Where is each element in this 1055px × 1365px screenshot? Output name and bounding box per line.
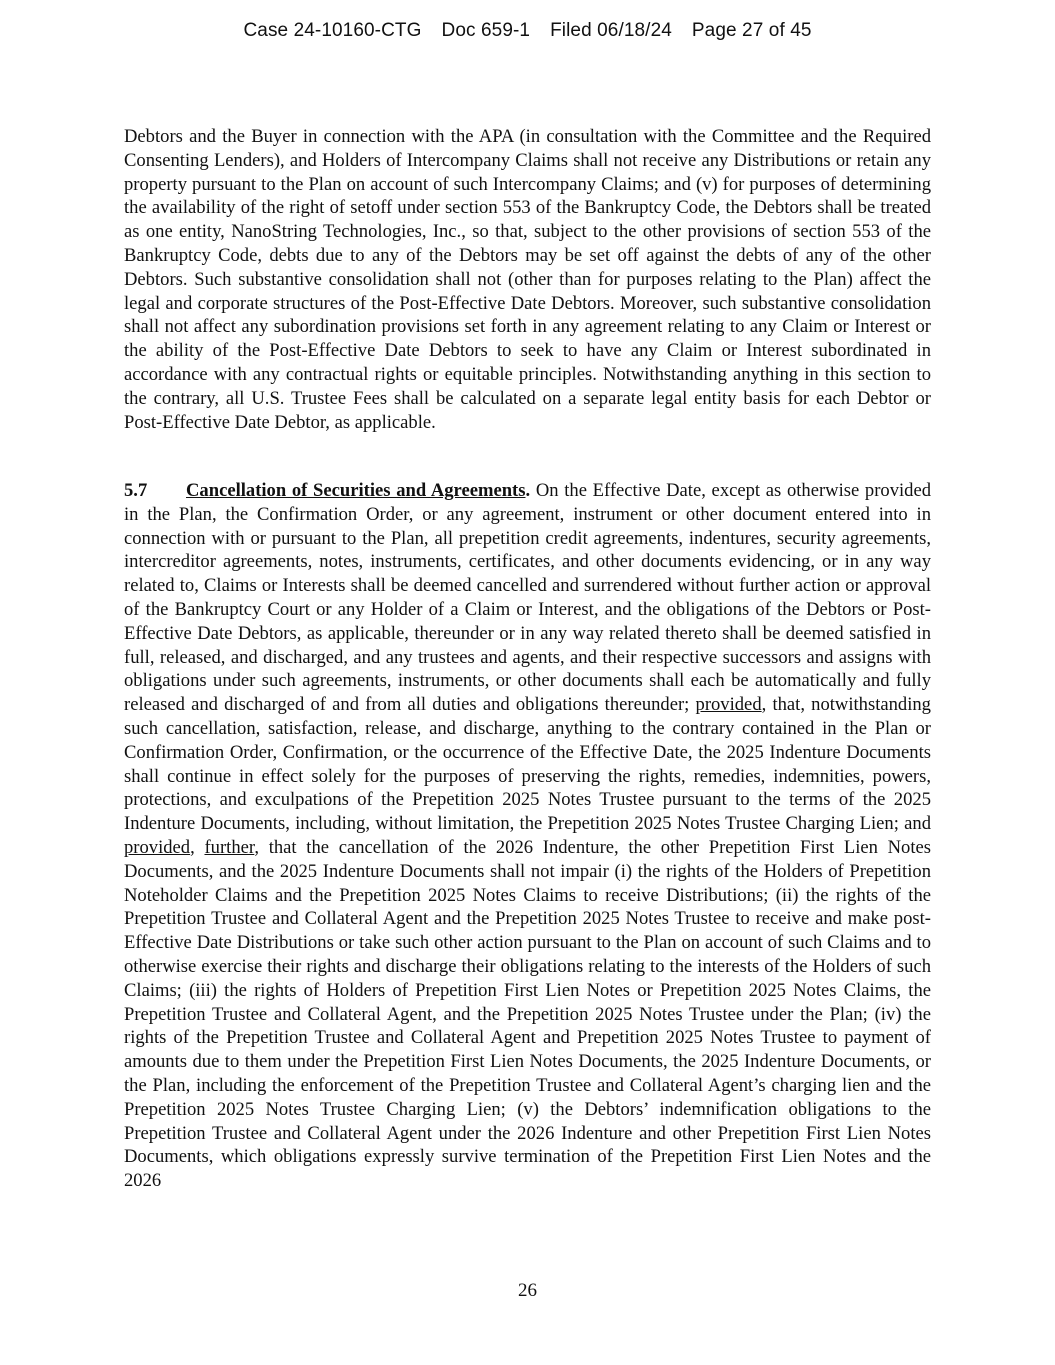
case-number: Case 24-10160-CTG <box>243 20 422 41</box>
section-number: 5.7 <box>124 480 148 501</box>
section-text-c: , that the cancellation of the 2026 Indenture, the other Prepetition First Lien Notes Documents, and the 2025 Indenture Documents shall not impair (i) the rights of the Holders of Prepetition Noteholder Claims and the Prepetition 2025 Notes Claims to receive Distributions; (ii) the rights of the Prepetition Trustee and Collateral Agent and the Prepetition 2025 Notes Trustee to receive and make post-Effective Date Distributions or take such other action pursuant to the Plan on account of such Claims and to otherwise exercise their rights and discharge their obligations relating to the interests of the Holders of such Claims; (iii) the rights of Holders of Prepetition First Lien Notes or Prepetition 2025 Notes Claims, the Prepetition Trustee and Collateral Agent, and the Prepetition 2025 Notes Trustee under the Plan; (iv) the rights of the Prepetition Trustee and Collateral Agent and Prepetition 2025 Notes Trustee to payment of amounts due to them under the Prepetition First Lien Notes Documents, the 2025 Indenture Documents, or the Plan, including the enforcement of the Prepetition Trustee and Collateral Agent’s charging lien and the Prepetition 2025 Notes Trustee Charging Lien; (v) the Debtors’ indemnification obligations to the Prepetition Trustee and Collateral Agent under the 2026 Indenture and other Prepetition First Lien Notes Documents, which obligations expressly survive termination of the Prepetition First Lien Notes and the 2026 <box>124 836 932 1192</box>
section-text-b: , that, notwithstanding such cancellation, satisfaction, release, and discharge, anything to the contrary contained in the Plan or Confirmation Order, Confirmation, or the occurrence of the Effective Date, the 2025 Indenture Documents shall continue in effect solely for the purposes of preserving the rights, remedies, indemnities, powers, protections, and exculpations of the Prepetition 2025 Notes Trustee pursuant to the terms of the 2025 Indenture Documents, including, without limitation, the Prepetition 2025 Notes Trustee Charging Lien; and <box>124 694 931 835</box>
section-5-7-paragraph <box>124 479 931 1193</box>
section-title-period: . <box>525 480 531 501</box>
doc-number: Doc 659-1 <box>441 20 531 41</box>
filed-date: Filed 06/18/24 <box>550 20 672 41</box>
page-number: 26 <box>518 1280 537 1301</box>
provided-term-2: provided <box>124 836 191 858</box>
provided-term-1: provided <box>695 694 762 716</box>
section-text-a: On the Effective Date, except as otherwise provided in the Plan, the Confirmation Order, or any agreement, instrument or other document entered into in connection with or pursuant to the Plan, all prepetition credit agreements, indentures, security agreements, intercreditor agreements, notes, instruments, certificates, and other documents evidencing, or in any way related to, Claims or Interests shall be deemed cancelled and surrendered without further action or approval of the Bankruptcy Court or any Holder of a Claim or Interest, and the obligations of the Debtors or Post-Effective Date Debtors, as applicable, thereunder or in any way related thereto shall be deemed satisfied in full, released, and discharged, and any trustees and agents, and their respective successors and assigns with obligations under such agreements, instruments, or other documents shall each be automatically and fully released and discharged of and from all duties and obligations thereunder; <box>124 480 932 716</box>
section-title: Cancellation of Securities and Agreements <box>186 480 526 501</box>
page-of-total: Page 27 of 45 <box>691 20 812 41</box>
further-term: further <box>204 836 255 858</box>
comma-separator: , <box>190 836 205 858</box>
paragraph-continuation: Debtors and the Buyer in connection with the APA (in consultation with the Committee and the Required Consenting Lenders), and Holders of Intercompany Claims shall not receive any Distributions or retain any property pursuant to the Plan on account of such Intercompany Claims; and (v) for purposes of determining the availability of the right of setoff under section 553 of the Bankruptcy Code, the Debtors shall be treated as one entity, NanoString Technologies, Inc., so that, subject to the other provisions of section 553 of the Bankruptcy Code, debts due to any of the Debtors may be set off against the debts of any of the other Debtors. Such substantive consolidation shall not (other than for purposes relating to the Plan) affect the legal and corporate structures of the Post-Effective Date Debtors. Moreover, such substantive consolidation shall not affect any subordination provisions set forth in any agreement relating to any Claim or Interest or the ability of the Post-Effective Date Debtors to seek to have any Claim or Interest subordinated in accordance with any contractual rights or equitable principles. Notwithstanding anything in this section to the contrary, all U.S. Trustee Fees shall be calculated on a separate legal entity basis for each Debtor or Post-Effective Date Debtor, as applicable. <box>124 126 931 433</box>
filing-header <box>0 20 1055 42</box>
